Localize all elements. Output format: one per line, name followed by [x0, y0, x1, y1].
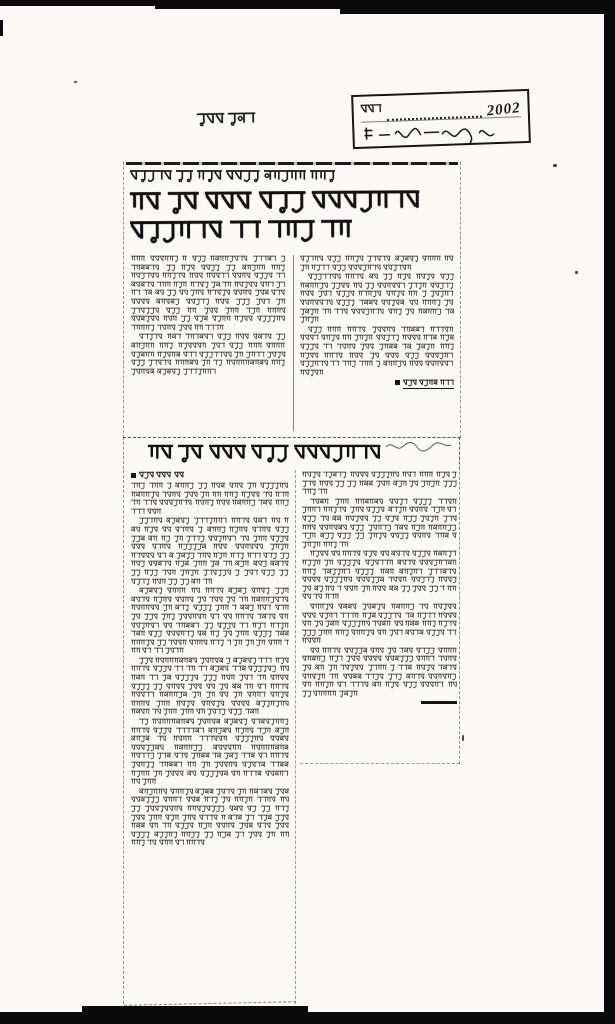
main-headline-line2	[130, 217, 456, 248]
continued-on-last-page-mark	[300, 379, 455, 388]
stamp-date-label	[360, 103, 382, 122]
continuation-column-left	[123, 470, 296, 1004]
end-mark-text	[403, 380, 455, 389]
scan-border-top-mid	[155, 0, 345, 9]
scan-border-bottom-notch	[82, 1006, 308, 1013]
scan-border-top	[0, 0, 160, 6]
kicker-text	[335, 169, 336, 170]
scan-edge-left-tick	[0, 20, 3, 36]
clipping-body	[124, 252, 460, 437]
body-column-2-text	[300, 255, 455, 377]
ink-speck	[74, 81, 77, 83]
ink-speck	[553, 164, 557, 167]
ink-speck	[575, 271, 578, 274]
date-stamp-box	[351, 89, 531, 149]
continuation-lead	[131, 471, 289, 481]
continuation-left-text	[131, 482, 289, 848]
continuation-lead-text	[139, 471, 184, 480]
ink-speck	[462, 735, 464, 741]
masthead-title-text	[256, 111, 257, 112]
continuation-headline	[123, 437, 460, 469]
column-end-rule	[302, 699, 457, 708]
main-headline-line1	[130, 188, 456, 219]
stamp-signature-line	[361, 117, 522, 147]
kicker	[124, 167, 460, 186]
end-mark-bullet-icon	[395, 380, 400, 385]
scan-border-bottom	[0, 1012, 615, 1024]
scan-border-right	[604, 0, 615, 1024]
continuation-right-text	[302, 471, 457, 698]
scan-border-top-right	[340, 0, 615, 14]
clipping-torn-edge-right	[459, 437, 460, 764]
clipping-cut-edge	[300, 763, 460, 764]
body-column-2	[293, 255, 455, 431]
main-headline	[124, 185, 460, 253]
body-column-1	[131, 255, 286, 431]
kicker-top-rule	[126, 162, 458, 165]
clipping-primary	[123, 162, 461, 438]
newspaper-masthead	[197, 110, 327, 129]
signature-handwriting	[361, 117, 522, 149]
stamp-year: 2002	[485, 100, 522, 120]
lead-bullet-icon	[131, 473, 136, 478]
continuation-column-right	[300, 470, 459, 762]
